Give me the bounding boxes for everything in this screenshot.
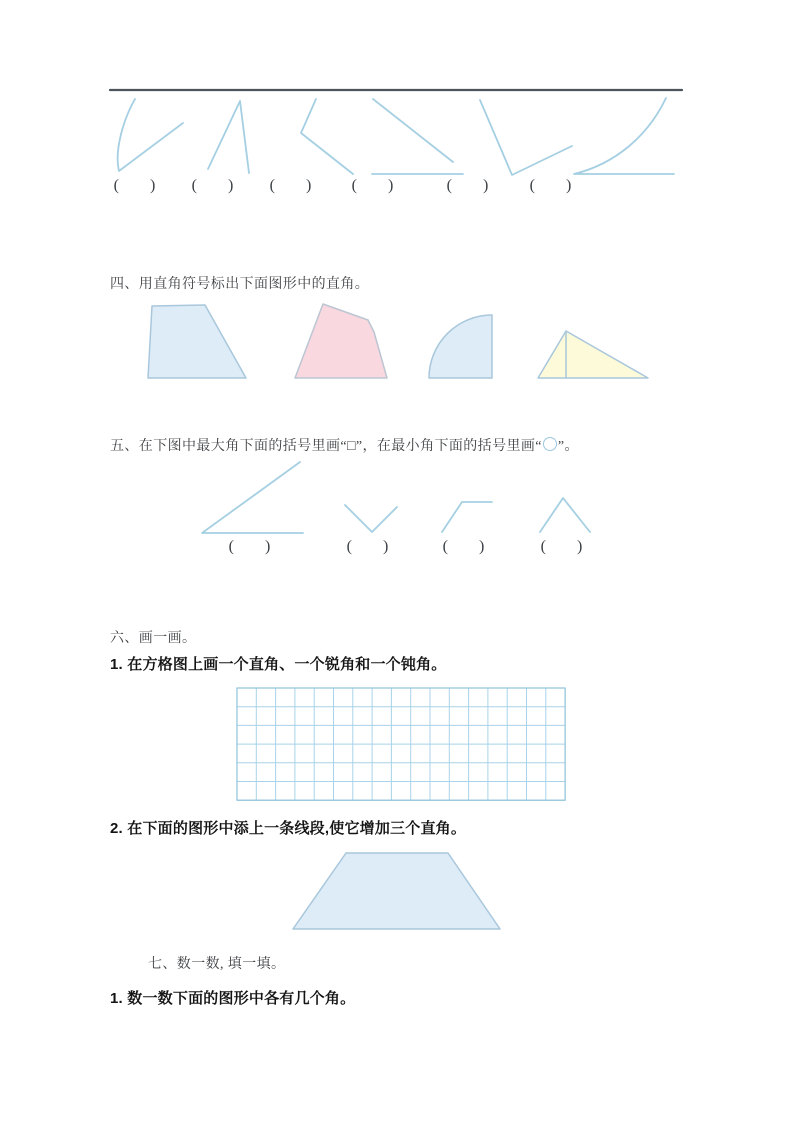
- section6-title: 六、画一画。: [110, 631, 197, 646]
- answer-bracket: ( ): [540, 538, 584, 555]
- section5-title-before: 五、在下图中最大角下面的括号里画“□”，在最小角下面的括号里画“: [110, 439, 542, 454]
- lambda-angle-figure: [540, 498, 590, 532]
- quarter-circle-shape: [429, 315, 492, 378]
- bent-obtuse-angle-figure: [442, 502, 492, 532]
- pink-quad-shape: [295, 304, 387, 378]
- wide-acute-angle-figure: [202, 462, 303, 533]
- answer-bracket: ( ): [442, 538, 486, 555]
- left-open-angle-figure: [301, 99, 353, 174]
- v-angle-figure: [480, 100, 572, 175]
- answer-bracket: ( ): [346, 538, 390, 555]
- sharp-angle-figure: [208, 101, 249, 173]
- section4-title: 四、用直角符号标出下面图形中的直角。: [110, 277, 370, 292]
- section7-item1: 1. 数一数下面的图形中各有几个角。: [110, 990, 356, 1007]
- answer-bracket: ( ): [351, 177, 395, 194]
- answer-bracket: ( ): [113, 177, 157, 194]
- curved-v-figure: [118, 99, 183, 171]
- drawing-grid: [237, 688, 565, 800]
- small-v-angle-figure: [345, 505, 397, 532]
- trapezoid-shape: [293, 853, 500, 929]
- yellow-triangle-shape: [538, 331, 648, 378]
- section5-title-after: ”。: [557, 439, 579, 454]
- answer-bracket: ( ): [228, 538, 272, 555]
- section6-item1: 1. 在方格图上画一个直角、一个锐角和一个钝角。: [110, 656, 447, 673]
- curve-and-line-figure: [574, 98, 674, 174]
- circle-symbol-icon: [543, 437, 557, 451]
- section7-title: 七、数一数, 填一填。: [148, 957, 286, 972]
- answer-bracket: ( ): [269, 177, 313, 194]
- disjoint-lines-figure: [372, 99, 463, 174]
- right-trapezoid-shape: [148, 305, 246, 378]
- section6-item2: 2. 在下面的图形中添上一条线段,使它增加三个直角。: [110, 820, 467, 837]
- section5-title: [110, 437, 579, 456]
- answer-bracket: ( ): [529, 177, 573, 194]
- answer-bracket: ( ): [446, 177, 490, 194]
- answer-bracket: ( ): [191, 177, 235, 194]
